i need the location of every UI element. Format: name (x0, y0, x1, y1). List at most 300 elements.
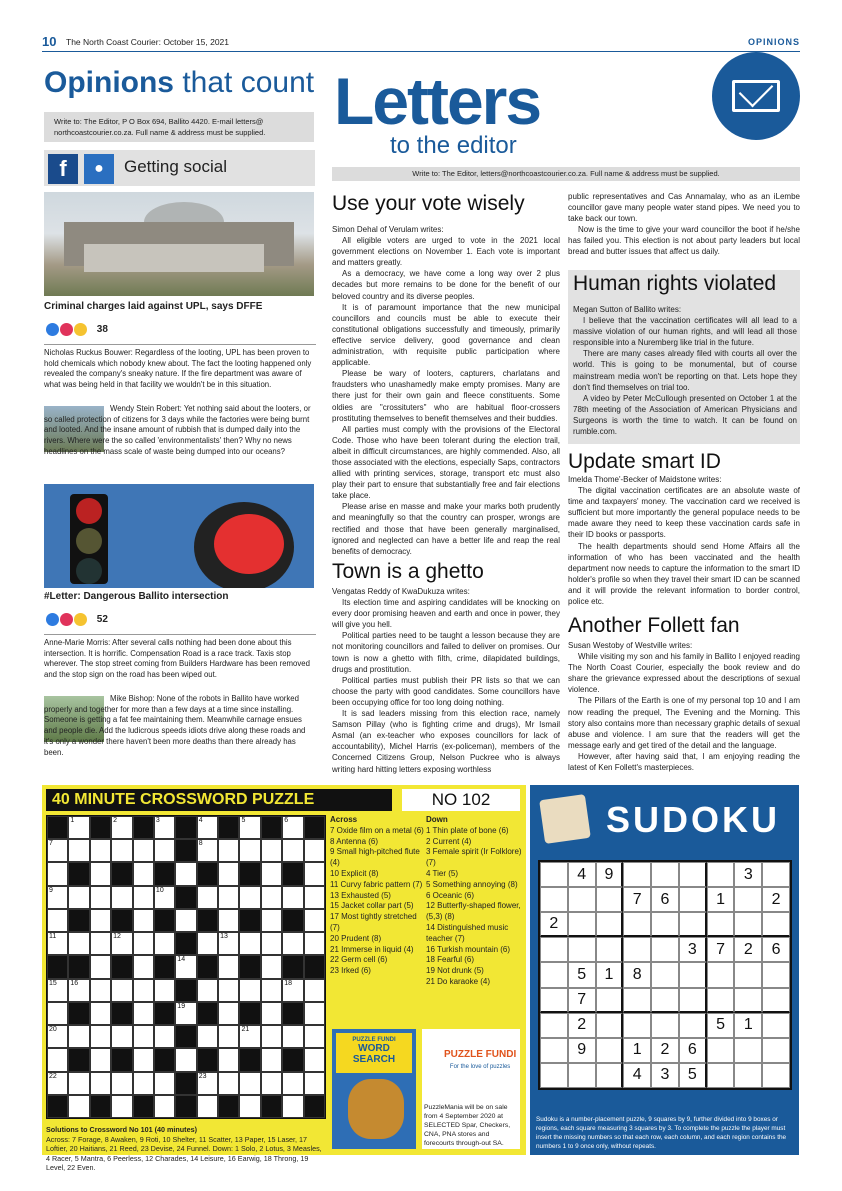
crossword-cell[interactable]: 10 (154, 886, 175, 909)
crossword-cell[interactable] (68, 1072, 89, 1095)
sudoku-cell[interactable] (623, 988, 651, 1013)
crossword-cell[interactable] (197, 979, 218, 1002)
crossword-cell (197, 909, 218, 932)
letters-subtitle: to the editor (390, 132, 517, 159)
article-title: Town is a ghetto (332, 560, 484, 583)
sudoku-cell: 3 (679, 937, 707, 962)
crossword-cell[interactable] (90, 862, 111, 885)
crossword-cell (304, 1095, 325, 1118)
sudoku-cell: 2 (568, 1013, 596, 1038)
crossword-cell[interactable]: 9 (47, 886, 68, 909)
crossword-cell[interactable] (197, 932, 218, 955)
crossword-cell[interactable] (68, 932, 89, 955)
crossword-cell (175, 1072, 196, 1095)
crossword-cell[interactable]: 4 (197, 816, 218, 839)
crossword-cell[interactable] (304, 1002, 325, 1025)
sudoku-cell[interactable] (734, 887, 762, 912)
crossword-cell (175, 1025, 196, 1048)
crossword-cell (154, 1002, 175, 1025)
crossword-cell (197, 1048, 218, 1071)
sudoku-cell[interactable] (762, 1063, 790, 1088)
sudoku-cell[interactable] (596, 1013, 624, 1038)
crossword-cell (282, 909, 303, 932)
sudoku-cell: 1 (596, 962, 624, 987)
comment: Mike Bishop: None of the robots in Ballito have worked properly and together for more than a few days at a time since installing. Someone is getting a fat fee maintaining them. Meanwhile carnage ensues and people die. Add the ludicrous speeds idiots drive along these roads and it's only a wonder there haven't been more deaths than there already has been. (44, 694, 306, 757)
crossword-cell (239, 1048, 260, 1071)
clue: 2 Current (4) (426, 836, 472, 846)
sudoku-cell: 1 (623, 1038, 651, 1063)
crossword-cell[interactable] (111, 979, 132, 1002)
crossword-cell (68, 955, 89, 978)
crossword-cell[interactable] (282, 886, 303, 909)
crossword-cell[interactable]: 8 (197, 839, 218, 862)
crossword-cell (197, 862, 218, 885)
crossword-cell[interactable] (47, 1002, 68, 1025)
sudoku-cell[interactable] (540, 1013, 568, 1038)
reactions-count: 52 (46, 613, 108, 626)
crossword-cell[interactable] (111, 839, 132, 862)
getting-social-label: Getting social (124, 157, 227, 176)
down-clues: Down 1 Thin plate of bone (6) 2 Current (4) 3 Female spirit (Ir Folklore) (7) 4 Tier (5) 5 Something annoying (8) 6 Oceanic (6) 12 Butterfly-shaped flower, (5,3) (8) 14 Distinguished music teacher (7) 16 Turkish mountain (6) 18 Fearful (6) 19 Not drunk (5) 21 Do karaoke (4) (426, 815, 524, 988)
crossword-cell[interactable] (304, 862, 325, 885)
crossword-cell[interactable] (111, 1095, 132, 1118)
crossword-cell[interactable]: 5 (239, 816, 260, 839)
crossword-cell[interactable] (218, 839, 239, 862)
sudoku-cell[interactable] (540, 887, 568, 912)
sudoku-cell[interactable] (540, 862, 568, 887)
crossword-panel (42, 785, 526, 1172)
sudoku-cell[interactable] (623, 862, 651, 887)
sudoku-cell: 6 (651, 887, 679, 912)
clue: 6 Oceanic (6) (426, 890, 475, 900)
post-headline: Criminal charges laid against UPL, says DFFE (44, 301, 263, 312)
crossword-cell[interactable] (90, 909, 111, 932)
crossword-cell (175, 979, 196, 1002)
sudoku-cell[interactable] (707, 1063, 735, 1088)
sudoku-cell: 7 (568, 988, 596, 1013)
crossword-cell[interactable] (90, 932, 111, 955)
crossword-cell[interactable] (154, 839, 175, 862)
sudoku-cell: 6 (679, 1038, 707, 1063)
sudoku-cell[interactable] (623, 1013, 651, 1038)
sudoku-cell[interactable] (540, 937, 568, 962)
article-body: Megan Sutton of Ballito writes: I believe that the vaccination certificates will all lead to a massive violation of our human rights, and will lead all those responsible into a Nuremberg like trial in the future. There are many cases already filed with courts all over the world. This is going to be monumental, but of course mainstream media won't be reporting on that. Lets hope they don't find themselves on trial too. A video by Peter McCullough presented on October 1 at the 78th meeting of the Association of American Physicians and Surgeons is worth the time to watch. It can be found on rumble.com. (573, 305, 797, 437)
crossword-cell[interactable]: 3 (154, 816, 175, 839)
like-icon (46, 613, 59, 626)
crossword-cell[interactable]: 22 (47, 1072, 68, 1095)
crossword-cell (175, 1095, 196, 1118)
crossword-cell (68, 909, 89, 932)
crossword-cell[interactable] (133, 955, 154, 978)
crossword-cell (261, 1095, 282, 1118)
sudoku-cell[interactable] (734, 962, 762, 987)
love-icon (60, 323, 73, 336)
sudoku-cell[interactable] (596, 937, 624, 962)
article-body: Vengatas Reddy of KwaDukuza writes: Its election time and aspiring candidates will be knocking on every door promising heaven and earth and once in power, they will give you hell. Political parties need to be taught a lesson because they are not monitoring councillors and failed to deliver on promises. Our town is now a ghetto with filth, crime, dilapidated buildings, drugs and prostitution. Political parties must publish their PR lists so that we can choose the party with good candidates. Some councillors have been occupying office for too long doing nothing. It is sad leaders missing from this election race, namely Samson Pillay (who is fighting crime and drugs), Mr Ismail Asmal (an ex-teacher who exposes councillors for lack of accountability), Michel Harris (ex-policeman), members of the Concerned Citizens Group, Nelson Puckree who is always writing hard hitting letters exposing worthless (332, 587, 560, 774)
sudoku-cell[interactable] (734, 1038, 762, 1063)
crossword-cell[interactable] (239, 886, 260, 909)
crossword-cell[interactable] (239, 932, 260, 955)
letters-write-to: Write to: The Editor, letters@northcoastcourier.co.za. Full name & address must be supplied. (332, 167, 800, 181)
sudoku-cell[interactable] (679, 862, 707, 887)
crossword-cell[interactable] (218, 955, 239, 978)
sudoku-cell[interactable] (734, 988, 762, 1013)
crossword-cell[interactable] (133, 909, 154, 932)
crossword-cell[interactable]: 1 (68, 816, 89, 839)
sudoku-cell: 4 (568, 862, 596, 887)
sudoku-cell: 3 (734, 862, 762, 887)
crossword-cell[interactable] (47, 909, 68, 932)
crossword-cell[interactable] (261, 1048, 282, 1071)
sudoku-cell[interactable] (707, 912, 735, 937)
crossword-cell[interactable]: 19 (175, 1002, 196, 1025)
crossword-cell[interactable] (154, 1095, 175, 1118)
sudoku-cell[interactable] (679, 962, 707, 987)
sudoku-cell[interactable] (651, 988, 679, 1013)
across-clues: Across 7 Oxide film on a metal (6) 8 Antenna (6) 9 Small high-pitched flute (4) 10 Explicit (8) 11 Curvy fabric pattern (7) 13 Exhausted (5) 15 Jacket collar part (5) 17 Most tightly stretched (7) 20 Prudent (8) 21 Immerse in liquid (4) 22 Germ cell (6) 23 Irked (6) (330, 815, 424, 976)
crossword-cell[interactable] (282, 839, 303, 862)
clue: 5 Something annoying (8) (426, 879, 518, 889)
crossword-cell[interactable] (68, 1025, 89, 1048)
sudoku-cell: 2 (651, 1038, 679, 1063)
sudoku-cell[interactable] (596, 1038, 624, 1063)
opinions-write-to: Write to: The Editor, P O Box 694, Ballito 4420. E-mail letters@ northcoastcourier.co.za. Full name & address must be supplied. (44, 112, 314, 142)
crossword-cell[interactable] (261, 979, 282, 1002)
crossword-cell (261, 816, 282, 839)
crossword-cell (154, 909, 175, 932)
crossword-cell[interactable] (304, 909, 325, 932)
article-body: Simon Dehal of Verulam writes: All eligible voters are urged to vote in the 2021 local government elections on November 1. Each vote is important and matters greatly. As a democracy, we have come a long way over 2 plus decades but more remains to be done for the benefit of our beloved country and its diverse peoples. It is of paramount importance that the new municipal councillors and councils must be able to execute their constitutional obligations successfully and timeously, primarily effective service delivery, good governance and clean administration, with requisite public participation where applicable. Please be wary of looters, capturers, charlatans and fraudsters who unashamedly make empty promises. Many are there just for their own gain and fleece constituents. Some oldies are "crossituters" who are habitual floor-crossers prostituting themselves to benefit themselves and their buddies. All parties must comply with the provisions of the Electoral Code. Those who have been tolerant during the election trail, albeit in difficult circumstances, are highly commended. Also, all those associated with the elections, especially Saps, contractors allied with printing services, storage, transport etc must also play their part to ensure that substantially free and fair elections take place. Please arise en masse and make your marks both prudently and meaningfully so that the country can prosper, wrongs are rectified and those that have been generally marginalised, ignored and neglected can have a better life and reap the real benefits of democracy. (332, 225, 560, 556)
reactions-count: 38 (46, 323, 108, 336)
crossword-cell (239, 955, 260, 978)
clue: 19 Not drunk (5) (426, 966, 484, 976)
sudoku-cell: 5 (707, 1013, 735, 1038)
sudoku-cell[interactable] (540, 1038, 568, 1063)
clue: 12 Butterfly-shaped flower, (5,3) (8) (426, 901, 521, 922)
crossword-cell (304, 816, 325, 839)
crossword-cell[interactable]: 21 (239, 1025, 260, 1048)
sudoku-cell[interactable] (623, 937, 651, 962)
crossword-cell[interactable] (90, 1025, 111, 1048)
crossword-cell (218, 816, 239, 839)
crossword-cell (175, 932, 196, 955)
sudoku-cell[interactable] (679, 1013, 707, 1038)
sudoku-cell: 5 (679, 1063, 707, 1088)
crossword-cell[interactable] (218, 1002, 239, 1025)
sudoku-cell[interactable] (762, 962, 790, 987)
crossword-cell[interactable] (304, 1048, 325, 1071)
sudoku-description: Sudoku is a number-placement puzzle, 9 squares by 9, further divided into 9 boxes or regions, each square measuring 3 squares by 3. To complete the puzzle the player must insert the missing numbers so that each row, each column, and each region contains the numbers 1 to 9 once only, without repeats. (536, 1116, 787, 1150)
crossword-cell[interactable] (133, 1048, 154, 1071)
crossword-cell[interactable] (90, 886, 111, 909)
sudoku-cell[interactable] (707, 988, 735, 1013)
crossword-cell[interactable] (133, 932, 154, 955)
crossword-grid[interactable] (46, 815, 326, 1119)
facebook-icon: f (48, 154, 78, 184)
sudoku-cell[interactable] (762, 1013, 790, 1038)
crossword-cell[interactable] (239, 839, 260, 862)
crossword-cell (282, 955, 303, 978)
sudoku-cell[interactable] (651, 937, 679, 962)
getting-social-banner (44, 150, 315, 186)
crossword-cell (68, 862, 89, 885)
clue: 18 Fearful (6) (426, 955, 475, 965)
sudoku-cell[interactable] (679, 988, 707, 1013)
sudoku-cell[interactable] (596, 1063, 624, 1088)
sudoku-cell[interactable] (762, 988, 790, 1013)
sudoku-cell[interactable] (540, 962, 568, 987)
crossword-number: NO 102 (402, 789, 520, 811)
crossword-cell[interactable] (261, 1072, 282, 1095)
crossword-cell (239, 909, 260, 932)
dice-icon (539, 794, 591, 844)
article-title: Use your vote wisely (332, 192, 525, 215)
sudoku-cell[interactable] (762, 912, 790, 937)
clue: 8 Antenna (6) (330, 836, 379, 846)
crossword-cell[interactable]: 18 (282, 979, 303, 1002)
sudoku-cell[interactable] (651, 862, 679, 887)
crossword-cell[interactable] (47, 862, 68, 885)
crossword-cell[interactable] (154, 1072, 175, 1095)
sudoku-cell[interactable] (596, 988, 624, 1013)
crossword-cell[interactable] (68, 839, 89, 862)
love-icon (60, 613, 73, 626)
sudoku-cell[interactable] (679, 912, 707, 937)
crossword-cell (111, 1002, 132, 1025)
clue: 13 Exhausted (5) (330, 890, 391, 900)
sudoku-cell[interactable] (651, 1013, 679, 1038)
crossword-cell (282, 1048, 303, 1071)
crossword-cell[interactable] (218, 1072, 239, 1095)
crossword-cell[interactable] (261, 909, 282, 932)
crossword-cell (175, 839, 196, 862)
sudoku-cell[interactable] (707, 1038, 735, 1063)
crossword-cell[interactable] (239, 1095, 260, 1118)
sudoku-cell[interactable] (568, 887, 596, 912)
sudoku-title: SUDOKU (606, 799, 781, 840)
crossword-cell (154, 1048, 175, 1071)
crossword-cell[interactable] (111, 886, 132, 909)
crossword-cell (133, 1095, 154, 1118)
crossword-cell[interactable] (218, 979, 239, 1002)
sudoku-cell[interactable] (651, 912, 679, 937)
crossword-cell[interactable] (261, 955, 282, 978)
clue: 17 Most tightly stretched (7) (330, 912, 417, 932)
crossword-cell[interactable] (218, 886, 239, 909)
crossword-cell[interactable]: 7 (47, 839, 68, 862)
crossword-cell[interactable] (304, 886, 325, 909)
crossword-cell[interactable]: 15 (47, 979, 68, 1002)
sudoku-cell[interactable] (707, 962, 735, 987)
crossword-cell[interactable]: 13 (218, 932, 239, 955)
crossword-cell (175, 816, 196, 839)
section-label: OPINIONS (747, 37, 800, 47)
sudoku-cell: 6 (762, 937, 790, 962)
crossword-cell (111, 1048, 132, 1071)
puzzle-fundi-text: PuzzleMania will be on sale from 4 September 2020 at SELECTED Spar, Checkers, CNA, PNA stores and forecourts through-out SA. (424, 1104, 511, 1147)
sudoku-cell: 2 (734, 937, 762, 962)
sudoku-cell[interactable] (707, 862, 735, 887)
publication-line: The North Coast Courier: October 15, 2021 (66, 37, 229, 47)
sudoku-cell: 8 (623, 962, 651, 987)
crossword-cell[interactable]: 20 (47, 1025, 68, 1048)
envelope-icon (712, 52, 800, 140)
crossword-cell[interactable] (133, 1025, 154, 1048)
crossword-cell[interactable] (218, 862, 239, 885)
crossword-cell (197, 955, 218, 978)
clue: 23 Irked (6) (330, 966, 371, 976)
crossword-cell (90, 816, 111, 839)
sudoku-cell: 3 (651, 1063, 679, 1088)
crossword-cell (239, 862, 260, 885)
clue: 7 Oxide film on a metal (6) (330, 825, 424, 835)
clue: 21 Immerse in liquid (4) (330, 944, 414, 954)
crossword-cell[interactable]: 14 (175, 955, 196, 978)
crossword-cell (154, 955, 175, 978)
crossword-cell[interactable] (304, 979, 325, 1002)
clue: 9 Small high-pitched flute (4) (330, 847, 420, 868)
sudoku-cell[interactable] (568, 1063, 596, 1088)
crossword-cell[interactable] (197, 886, 218, 909)
crossword-cell[interactable] (133, 979, 154, 1002)
crossword-cell[interactable]: 12 (111, 932, 132, 955)
crossword-cell[interactable] (175, 862, 196, 885)
crossword-cell[interactable] (218, 1025, 239, 1048)
sudoku-cell: 2 (762, 887, 790, 912)
word-search-book-cover: PUZZLE FUNDI WORD SEARCH (332, 1029, 416, 1149)
sudoku-cell[interactable] (568, 912, 596, 937)
sudoku-cell: 9 (596, 862, 624, 887)
crossword-cell[interactable] (218, 909, 239, 932)
crossword-cell[interactable] (133, 886, 154, 909)
crossword-cell[interactable] (47, 1048, 68, 1071)
sudoku-cell[interactable] (762, 862, 790, 887)
crossword-cell[interactable] (261, 1025, 282, 1048)
crossword-cell[interactable]: 2 (111, 816, 132, 839)
like-icon (46, 323, 59, 336)
crossword-cell[interactable] (197, 1025, 218, 1048)
crossword-cell[interactable] (90, 1072, 111, 1095)
crossword-cell[interactable] (154, 979, 175, 1002)
sudoku-cell[interactable] (762, 1038, 790, 1063)
crossword-cell[interactable] (133, 1002, 154, 1025)
crossword-title: 40 MINUTE CROSSWORD PUZZLE (46, 789, 392, 811)
sudoku-grid[interactable] (538, 860, 792, 1090)
clue: 4 Tier (5) (426, 868, 459, 878)
article-body: Susan Westoby of Westville writes: While visiting my son and his family in Ballito I enjoyed reading The North Coast Courier, especially the book review and do share the grievance expressed about the descriptions of sexual violence. The Pillars of the Earth is one of my personal top 10 and I am now reading the prequel, The Evening and the Morning. This story also contains more than necessary graphic details of sexual abuse and violence. I am sure that the readers will get the message early and get tired of the detail and the language. However, after having said that, I am enjoying reading the latest of Ken Follett's masterpieces. (568, 641, 800, 773)
crossword-cell[interactable] (154, 932, 175, 955)
crossword-cell[interactable]: 16 (68, 979, 89, 1002)
crossword-cell[interactable] (282, 932, 303, 955)
twitter-icon: ● (84, 154, 114, 184)
crossword-cell[interactable] (90, 1048, 111, 1071)
crossword-cell[interactable] (304, 1025, 325, 1048)
sudoku-cell[interactable] (679, 887, 707, 912)
sudoku-cell[interactable] (540, 1063, 568, 1088)
crossword-cell[interactable] (304, 839, 325, 862)
wow-icon (74, 613, 87, 626)
sudoku-cell[interactable] (540, 988, 568, 1013)
crossword-cell[interactable] (133, 862, 154, 885)
page-number: 10 (42, 34, 57, 49)
sudoku-cell[interactable] (734, 1063, 762, 1088)
crossword-cell[interactable] (68, 886, 89, 909)
crossword-cell[interactable]: 11 (47, 932, 68, 955)
crossword-cell[interactable] (282, 1072, 303, 1095)
sudoku-cell[interactable] (651, 962, 679, 987)
crossword-cell[interactable] (111, 1072, 132, 1095)
crossword-cell[interactable]: 6 (282, 816, 303, 839)
clue: 22 Germ cell (6) (330, 955, 388, 965)
crossword-cell[interactable] (90, 1002, 111, 1025)
crossword-cell[interactable] (304, 1072, 325, 1095)
divider (44, 634, 316, 635)
sudoku-panel (530, 785, 799, 1155)
crossword-cell[interactable] (239, 1072, 260, 1095)
crossword-cell (218, 1095, 239, 1118)
crossword-cell[interactable] (175, 1048, 196, 1071)
puzzle-fundi-logo: PUZZLE FUNDI For the love of puzzles (444, 1049, 517, 1070)
clue: 15 Jacket collar part (5) (330, 901, 414, 911)
opinions-title: Opinions that count (44, 66, 315, 99)
crossword-cell[interactable] (154, 1025, 175, 1048)
factory-photo (44, 192, 314, 296)
crossword-cell[interactable] (90, 839, 111, 862)
crossword-cell (239, 1002, 260, 1025)
clue: 11 Curvy fabric pattern (7) (330, 879, 423, 889)
crossword-cell[interactable] (261, 862, 282, 885)
crossword-cell[interactable] (111, 1025, 132, 1048)
sudoku-cell: 2 (540, 912, 568, 937)
clue: 20 Prudent (8) (330, 933, 382, 943)
sudoku-cell[interactable] (596, 887, 624, 912)
crossword-cell (111, 955, 132, 978)
crossword-cell (154, 862, 175, 885)
divider (44, 344, 316, 345)
crossword-cell[interactable] (218, 1048, 239, 1071)
letters-title: Letters (334, 64, 541, 138)
crossword-cell[interactable] (282, 1095, 303, 1118)
crossword-cell[interactable] (239, 979, 260, 1002)
crossword-cell[interactable] (282, 1025, 303, 1048)
crossword-cell[interactable] (261, 1002, 282, 1025)
crossword-cell[interactable] (133, 1072, 154, 1095)
crossword-cell[interactable] (68, 1095, 89, 1118)
crossword-cell[interactable] (90, 979, 111, 1002)
crossword-cell[interactable] (133, 839, 154, 862)
sudoku-cell: 5 (568, 962, 596, 987)
crossword-cell (68, 1048, 89, 1071)
crossword-cell[interactable] (261, 886, 282, 909)
crossword-cell[interactable] (175, 909, 196, 932)
crossword-cell[interactable] (197, 1095, 218, 1118)
crossword-cell[interactable] (90, 955, 111, 978)
crossword-cell (47, 955, 68, 978)
crossword-cell[interactable]: 23 (197, 1072, 218, 1095)
sudoku-cell[interactable] (596, 912, 624, 937)
sudoku-cell[interactable] (623, 912, 651, 937)
traffic-light-photo (44, 484, 314, 588)
comment: Nicholas Ruckus Bouwer: Regardless of the looting, UPL has been proven to hold chemicals which nobody knew about. The fact the looting happened only revealed the company's sneaky nature. If the fire department was aware of what was being held in that facility we wouldn't be in this situation. (44, 348, 312, 390)
crossword-cell[interactable] (304, 932, 325, 955)
post-headline: #Letter: Dangerous Ballito intersection (44, 591, 229, 602)
sudoku-cell[interactable] (568, 937, 596, 962)
crossword-cell[interactable] (261, 839, 282, 862)
crossword-cell[interactable] (261, 932, 282, 955)
crossword-cell (175, 886, 196, 909)
sudoku-cell[interactable] (734, 912, 762, 937)
article-title: Another Follett fan (568, 614, 740, 637)
